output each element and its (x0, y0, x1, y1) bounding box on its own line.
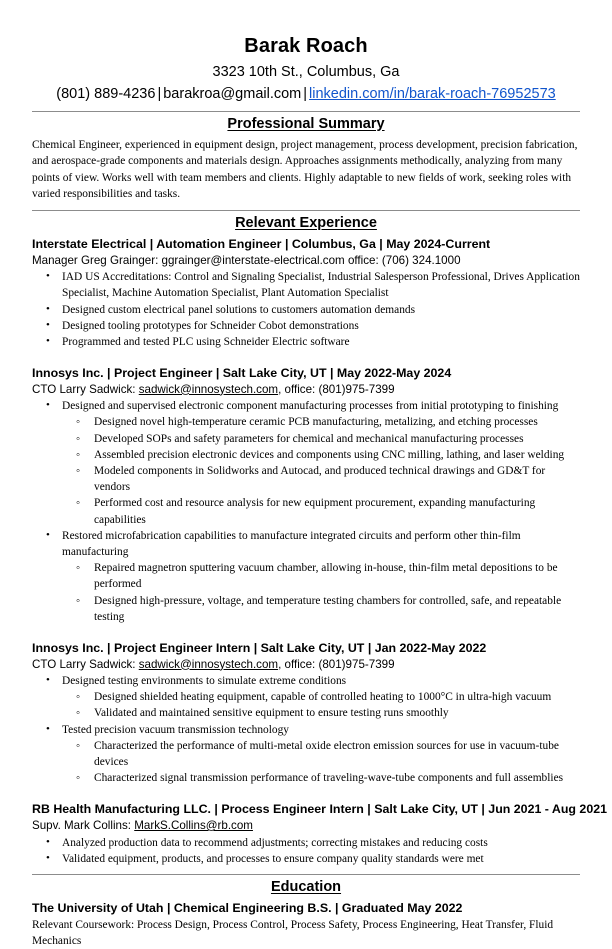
job-subbullet: ◦ Validated and maintained sensitive equipment to ensure testing runs smoothly (62, 705, 580, 721)
job-bullet (32, 722, 580, 787)
experience-entry (32, 640, 580, 786)
job-bullet-text: • Designed tooling prototypes for Schneider Cobot demonstrations (62, 318, 580, 334)
job-bullet-text: • Tested precision vacuum transmission technology (62, 722, 580, 738)
job-bullet (32, 398, 580, 528)
job-bullet-list (32, 673, 580, 786)
job-contact-prefix: Manager Greg Grainger: (32, 253, 162, 267)
experience-entry (32, 801, 607, 867)
job-contact-line (32, 657, 580, 673)
contact-separator-1: | (157, 85, 162, 102)
section-divider-experience (32, 210, 580, 211)
job-subbullet: ◦ Characterized signal transmission performance of traveling-wave-tube components and full assemblies (62, 770, 580, 786)
job-contact-suffix: , office: (801)975-7399 (278, 382, 395, 396)
job-title: Innosys Inc. | Project Engineer Intern | Salt Lake City, UT | Jan 2022-May 2022 (32, 640, 487, 655)
section-heading-education (32, 878, 580, 896)
job-bullet-text: • Analyzed production data to recommend adjustments; correcting mistakes and reducing costs (62, 835, 580, 851)
job-bullet (32, 269, 580, 301)
section-divider-summary (32, 111, 580, 112)
job-subbullet: ◦ Designed shielded heating equipment, capable of controlled heating to 1000°C in ultra-high vacuum (62, 689, 580, 705)
job-title: Interstate Electrical | Automation Engineer | Columbus, Ga | May 2024-Current (32, 237, 491, 252)
job-contact-line (32, 253, 580, 269)
job-subbullet: ◦ Modeled components in Solidworks and Autocad, and produced technical drawings and GD&T for vendors (62, 463, 580, 495)
job-contact-email[interactable]: sadwick@innosystech.com (138, 382, 279, 396)
job-subbullet: ◦ Repaired magnetron sputtering vacuum chamber, allowing in-house, thin-film metal depositions to be performed (62, 560, 580, 592)
job-bullet-text: • Validated equipment, products, and processes to ensure company quality standards were met (62, 851, 580, 867)
job-bullet-text: • IAD US Accreditations: Control and Signaling Specialist, Industrial Salesperson Professional, Drives Application Specialist, Machine Automation Specialist, Plant Automation Specialist (62, 269, 580, 301)
contact-line (32, 85, 580, 104)
section-heading-experience (32, 214, 580, 232)
resume-header (32, 34, 580, 104)
section-heading-education-label: Education (270, 878, 342, 895)
job-bullet (32, 302, 580, 318)
professional-summary-text: Chemical Engineer, experienced in equipment design, project management, process development, precision fabrication, and aerospace-grade components and materials design. Approaches assignments methodically, analyzing from many points of view. Works well with team members and clients. Highly adaptable to new fields of work, seeking roles with varied responsibilities and tasks. (32, 138, 578, 201)
education-coursework: Relevant Coursework: Process Design, Process Control, Process Safety, Process Engineering, Heat Transfer, Fluid Mechanics (32, 918, 554, 947)
job-subbullet-list (62, 689, 580, 721)
job-contact-prefix: CTO Larry Sadwick: (32, 382, 139, 396)
job-contact-line (32, 382, 580, 398)
job-bullet-text: • Designed testing environments to simulate extreme conditions (62, 673, 580, 689)
job-contact-email[interactable]: sadwick@innosystech.com (138, 657, 279, 671)
job-subbullet: ◦ Designed high-pressure, voltage, and temperature testing chambers for controlled, safe, and repeatable testing (62, 593, 580, 625)
candidate-address: 3323 10th St., Columbus, Ga (212, 64, 400, 80)
job-bullet-text: • Programmed and tested PLC using Schneider Electric software (62, 334, 580, 350)
job-subbullet: ◦ Designed novel high-temperature ceramic PCB manufacturing, metalizing, and etching processes (62, 414, 580, 430)
job-bullet-list (32, 835, 580, 867)
phone-number: (801) 889-4236 (56, 85, 156, 102)
job-contact-prefix: Supv. Mark Collins: (32, 818, 135, 832)
section-heading-experience-label: Relevant Experience (235, 214, 377, 231)
candidate-name: Barak Roach (244, 35, 368, 57)
job-bullet (32, 318, 580, 334)
job-bullet-text: • Restored microfabrication capabilities to manufacture integrated circuits and perform other thin-film manufacturing (62, 528, 580, 560)
job-bullet-list (32, 269, 580, 350)
job-contact-suffix: , office: (801)975-7399 (278, 657, 395, 671)
job-contact-email[interactable]: ggrainger@interstate-electrical.com (161, 253, 345, 267)
job-subbullet: ◦ Performed cost and resource analysis for new equipment procurement, expanding manufacturing capabilities (62, 495, 580, 527)
job-bullet (32, 673, 580, 722)
experience-spacer (32, 790, 580, 801)
job-bullet (32, 835, 580, 851)
job-bullet-list (32, 398, 580, 625)
job-bullet (32, 334, 580, 350)
email-address: barakroa@gmail.com (163, 85, 302, 102)
job-subbullet-list (62, 738, 580, 787)
linkedin-link[interactable]: linkedin.com/in/barak-roach-76952573 (309, 85, 556, 102)
job-subbullet: ◦ Assembled precision electronic devices and components using CNC milling, lathing, and laser welding (62, 447, 580, 463)
job-contact-email[interactable]: MarkS.Collins@rb.com (134, 818, 253, 832)
job-bullet-text: • Designed custom electrical panel solutions to customers automation demands (62, 302, 580, 318)
section-heading-summary-label: Professional Summary (227, 115, 385, 132)
job-subbullet-list (62, 560, 580, 625)
job-subbullet: ◦ Characterized the performance of multi-metal oxide electron emission sources for use in vacuum-tube devices (62, 738, 580, 770)
experience-spacer (32, 354, 580, 365)
job-title: Innosys Inc. | Project Engineer | Salt Lake City, UT | May 2022-May 2024 (32, 366, 452, 381)
experience-spacer (32, 629, 580, 640)
experience-entry (32, 365, 580, 625)
job-contact-suffix: office: (706) 324.1000 (344, 253, 461, 267)
job-contact-prefix: CTO Larry Sadwick: (32, 657, 139, 671)
contact-separator-2: | (303, 85, 308, 102)
job-subbullet: ◦ Developed SOPs and safety parameters for chemical and mechanical manufacturing processes (62, 431, 580, 447)
job-bullet (32, 851, 580, 867)
job-bullet (32, 528, 580, 625)
experience-entry (32, 236, 580, 350)
job-title: RB Health Manufacturing LLC. | Process Engineer Intern | Salt Lake City, UT | Jun 2021 - Aug 2021 (32, 802, 607, 817)
job-subbullet-list (62, 414, 580, 527)
job-contact-line (32, 818, 580, 834)
job-bullet-text: • Designed and supervised electronic component manufacturing processes from initial prototyping to finishing (62, 398, 580, 414)
section-divider-education (32, 874, 580, 875)
education-title: The University of Utah | Chemical Engineering B.S. | Graduated May 2022 (32, 901, 463, 915)
experience-list (32, 236, 607, 867)
section-heading-summary (32, 115, 580, 133)
